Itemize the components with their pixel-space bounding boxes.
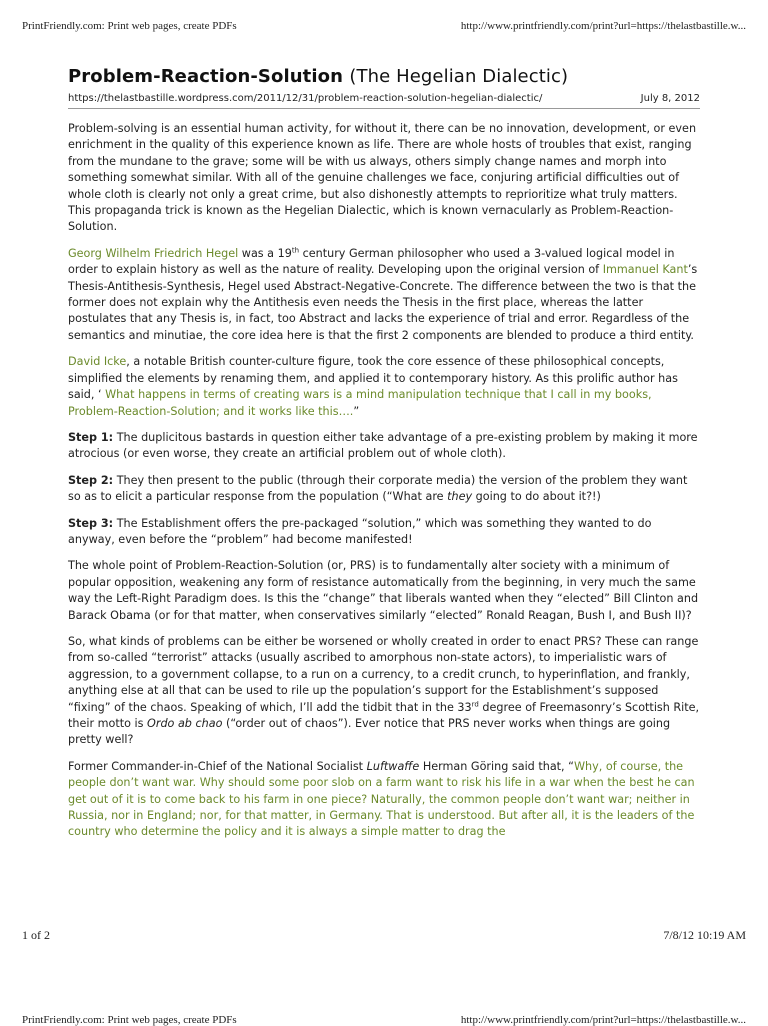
article-meta	[68, 93, 700, 109]
superscript: th	[291, 246, 300, 255]
text: The Establishment offers the pre-packaged “solution,” which was something they wanted to do anyway, even before the “problem” had become manifested!	[68, 516, 652, 546]
text: Herman Göring said that, “	[419, 759, 574, 773]
source-url: https://thelastbastille.wordpress.com/2011/12/31/problem-reaction-solution-hegelian-dialectic/	[68, 93, 543, 104]
superscript: rd	[471, 699, 479, 708]
link-goring-quote[interactable]: Why, of course, the people don’t want war. Why should some poor slob on a farm want to risk his life in a war when the best he can get out of it is to come back to his farm in one piece? Naturally, the common people don’t want war; neither in Russia, nor in England; nor, for that matter, in Germany. That is understood. But after all, it is the leaders of the country who determine the policy and it is always a simple matter to drag the	[68, 759, 695, 839]
text: degree of Freemasonry’s Scottish Rite, their motto is	[68, 700, 700, 730]
paragraph-problems	[68, 634, 700, 749]
emphasis: they	[447, 490, 473, 504]
text: , a notable British counter-culture figure, took the core essence of these philosophical concepts, simplified the elements by renaming them, and applied it to contemporary history. As this prolific author has said, ‘	[68, 355, 678, 402]
link-david-icke[interactable]: David Icke	[68, 355, 127, 369]
paragraph-step-1	[68, 430, 700, 463]
link-hegel[interactable]: Georg Wilhelm Friedrich Hegel	[68, 246, 239, 260]
text: (“order out of chaos”). Ever notice that PRS never works when things are going pretty well?	[68, 717, 671, 747]
step-3-label: Step 3:	[68, 516, 114, 530]
article	[68, 66, 700, 851]
link-kant[interactable]: Immanuel Kant	[602, 263, 688, 277]
text: was a 19	[238, 246, 292, 260]
text: The duplicitous bastards in question either take advantage of a pre-existing problem by making it more atrocious (or even worse, they create an artificial problem out of whole cloth).	[68, 430, 698, 461]
print-header-url: http://www.printfriendly.com/print?url=https://thelastbastille.w...	[460, 20, 746, 32]
paragraph-prs: The whole point of Problem-Reaction-Solution (or, PRS) is to fundamentally alter society with a minimum of popular opposition, weakening any form of resistance automatically from the beginning, in very much the same way the Left-Right Paradigm does. Is this the “change” that liberals wanted when they “elected” Bill Clinton and Barack Obama (or for that matter, when conservatives similarly “elected” Ronald Reagan, Bush I, and Bush II)?	[68, 559, 699, 622]
next-page-header-url: http://www.printfriendly.com/print?url=https://thelastbastille.w...	[460, 1014, 746, 1026]
step-1-label: Step 1:	[68, 430, 114, 444]
link-icke-quote[interactable]: What happens in terms of creating wars is a mind manipulation technique that I call in my books, Problem-Reaction-Solution; and it works like this….	[68, 388, 652, 418]
article-title	[68, 66, 700, 87]
print-footer	[22, 928, 746, 943]
print-header	[22, 20, 746, 32]
article-title-paren: (The Hegelian Dialectic)	[349, 66, 569, 87]
emphasis: Luftwaffe	[366, 759, 420, 773]
paragraph-step-3	[68, 516, 700, 549]
article-title-main: Problem-Reaction-Solution	[68, 66, 350, 87]
next-page-header-site: PrintFriendly.com: Print web pages, create PDFs	[22, 1014, 237, 1026]
emphasis: Ordo ab chao	[147, 717, 223, 730]
text: They then present to the public (through their corporate media) the version of the problem they want so as to elicit a particular response from the population (“What are	[68, 473, 688, 504]
paragraph-intro: Problem-solving is an essential human activity, for without it, there can be no innovation, development, or even enrichment in the quality of this experience known as life. There are whole hosts of troubles that exist, ranging from the mundane to the grave; some will be with us always, others simply change names and morph into something somewhat similar. With all of the genuine challenges we face, conjuring artificial difficulties out of whole cloth is clearly not only a great crime, but also dishonestly attempts to reprioritize what truly matters. This propaganda trick is known as the Hegelian Dialectic, which is known vernacularly as Problem-Reaction-Solution.	[68, 122, 697, 234]
text: So, what kinds of problems can be either be worsened or wholly created in order to enact PRS? These can range from so-called “terrorist” attacks (usually ascribed to amorphous non-state actors), to imperialistic wars of aggression, to a government collapse, to a run on a currency, to a credit crunch, to hyperinflation, and frankly, anything else at all that can be used to rile up the population’s support for the Establishment’s supposed “fixing” of the chaos. Speaking of which, I’ll add the tidbit that in the 33	[68, 634, 699, 714]
article-date: July 8, 2012	[640, 93, 700, 104]
paragraph-hegel	[68, 246, 700, 344]
page-number: 1 of 2	[22, 928, 50, 942]
print-datetime: 7/8/12 10:19 AM	[663, 928, 746, 942]
next-page-header	[22, 1014, 746, 1026]
step-2-label: Step 2:	[68, 473, 114, 487]
text: Former Commander-in-Chief of the National Socialist	[68, 759, 367, 773]
paragraph-goring	[68, 759, 700, 841]
text: century German philosopher who used a 3-valued logical model in order to explain history as well as the nature of reality. Developing upon the original version of	[68, 246, 675, 277]
text: going to do about it?!)	[472, 490, 601, 504]
print-header-site: PrintFriendly.com: Print web pages, create PDFs	[22, 20, 237, 32]
text: ’s Thesis-Antithesis-Synthesis, Hegel used Abstract-Negative-Concrete. The difference between the two is that the former does not explain why the Antithesis even needs the Thesis in the first place, whereas the latter postulates that any Thesis is, in fact, too Abstract and lacks the experience of trial and error. Regardless of the semantics and minutiae, the core idea here is that the first 2 components are blended to produce a third entity.	[68, 263, 698, 342]
paragraph-icke	[68, 354, 700, 420]
paragraph-step-2	[68, 473, 700, 506]
text: ”	[353, 404, 360, 418]
